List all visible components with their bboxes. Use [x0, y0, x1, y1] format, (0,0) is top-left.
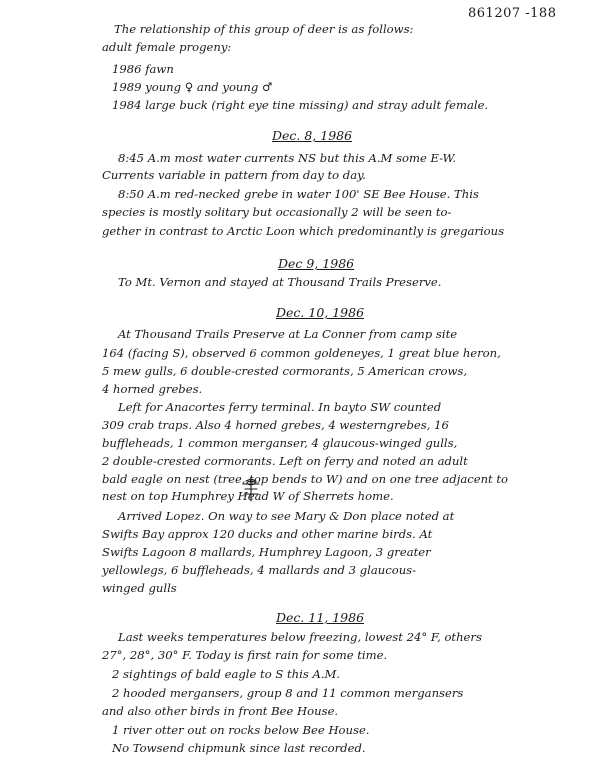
text-line: 1984 large buck (right eye tine missing) and stray adult female. — [112, 98, 489, 112]
text-line: 164 (facing S), observed 6 common goldeneyes, 1 great blue heron, — [102, 346, 501, 360]
text-line: At Thousand Trails Preserve at La Conner from camp site — [118, 327, 458, 341]
text-line: Swifts Lagoon 8 mallards, Humphrey Lagoon, 3 greater — [102, 545, 431, 559]
text-line: No Towsend chipmunk since last recorded. — [112, 741, 366, 755]
text-line: 5 mew gulls, 6 double-crested cormorants, 5 American crows, — [102, 364, 468, 378]
text-line: bald eagle on nest (tree, top bends to W) and on one tree adjacent to — [102, 472, 509, 486]
text-line: gether in contrast to Arctic Loon which predominantly is gregarious — [102, 224, 505, 238]
text-line: 1 river otter out on rocks below Bee House. — [112, 723, 370, 737]
text-line: yellowlegs, 6 buffleheads, 4 mallards and 3 glaucous- — [102, 563, 417, 577]
entry-date: Dec. 11, 1986 — [276, 610, 365, 625]
text-line: Swifts Bay approx 120 ducks and other marine birds. At — [102, 527, 433, 541]
text-line: Currents variable in pattern from day to day. — [102, 168, 366, 182]
page-number: 861207 -188 — [468, 6, 557, 21]
text-line: 8:50 A.m red-necked grebe in water 100' SE Bee House. This — [118, 187, 479, 201]
text-line: 309 crab traps. Also 4 horned grebes, 4 westerngrebes, 16 — [102, 418, 449, 432]
text-line: 2 double-crested cormorants. Left on ferry and noted an adult — [102, 454, 468, 468]
text-line: winged gulls — [102, 581, 177, 595]
text-line: buffleheads, 1 common merganser, 4 glaucous-winged gulls, — [102, 436, 458, 450]
text-line: adult female progeny: — [102, 40, 232, 54]
text-line: and also other birds in front Bee House. — [102, 704, 339, 718]
entry-date: Dec. 8, 1986 — [272, 128, 353, 143]
text-line: 1986 fawn — [112, 62, 174, 76]
text-line: 27°, 28°, 30° F. Today is first rain for some time. — [102, 648, 388, 662]
text-line: 1989 young ♀ and young ♂ — [112, 80, 273, 94]
text-line: 4 horned grebes. — [102, 382, 203, 396]
text-line: Last weeks temperatures below freezing, lowest 24° F, others — [118, 630, 482, 644]
entry-date: Dec 9, 1986 — [278, 256, 355, 271]
text-line: To Mt. Vernon and stayed at Thousand Trails Preserve. — [118, 275, 442, 289]
text-line: nest on top Humphrey Head W of Sherrets home. — [102, 489, 394, 503]
text-line: The relationship of this group of deer is as follows: — [114, 22, 414, 36]
text-line: 8:45 A.m most water currents NS but this A.M some E-W. — [118, 151, 457, 165]
entry-date: Dec. 10, 1986 — [276, 305, 365, 320]
nest-tree-sketch — [240, 478, 262, 502]
text-line: Left for Anacortes ferry terminal. In bayto SW counted — [118, 400, 442, 414]
text-line: 2 hooded mergansers, group 8 and 11 common mergansers — [112, 686, 464, 700]
text-line: species is mostly solitary but occasionally 2 will be seen to- — [102, 205, 452, 219]
text-line: 2 sightings of bald eagle to S this A.M. — [112, 667, 341, 681]
text-line: Arrived Lopez. On way to see Mary & Don place noted at — [118, 509, 455, 523]
